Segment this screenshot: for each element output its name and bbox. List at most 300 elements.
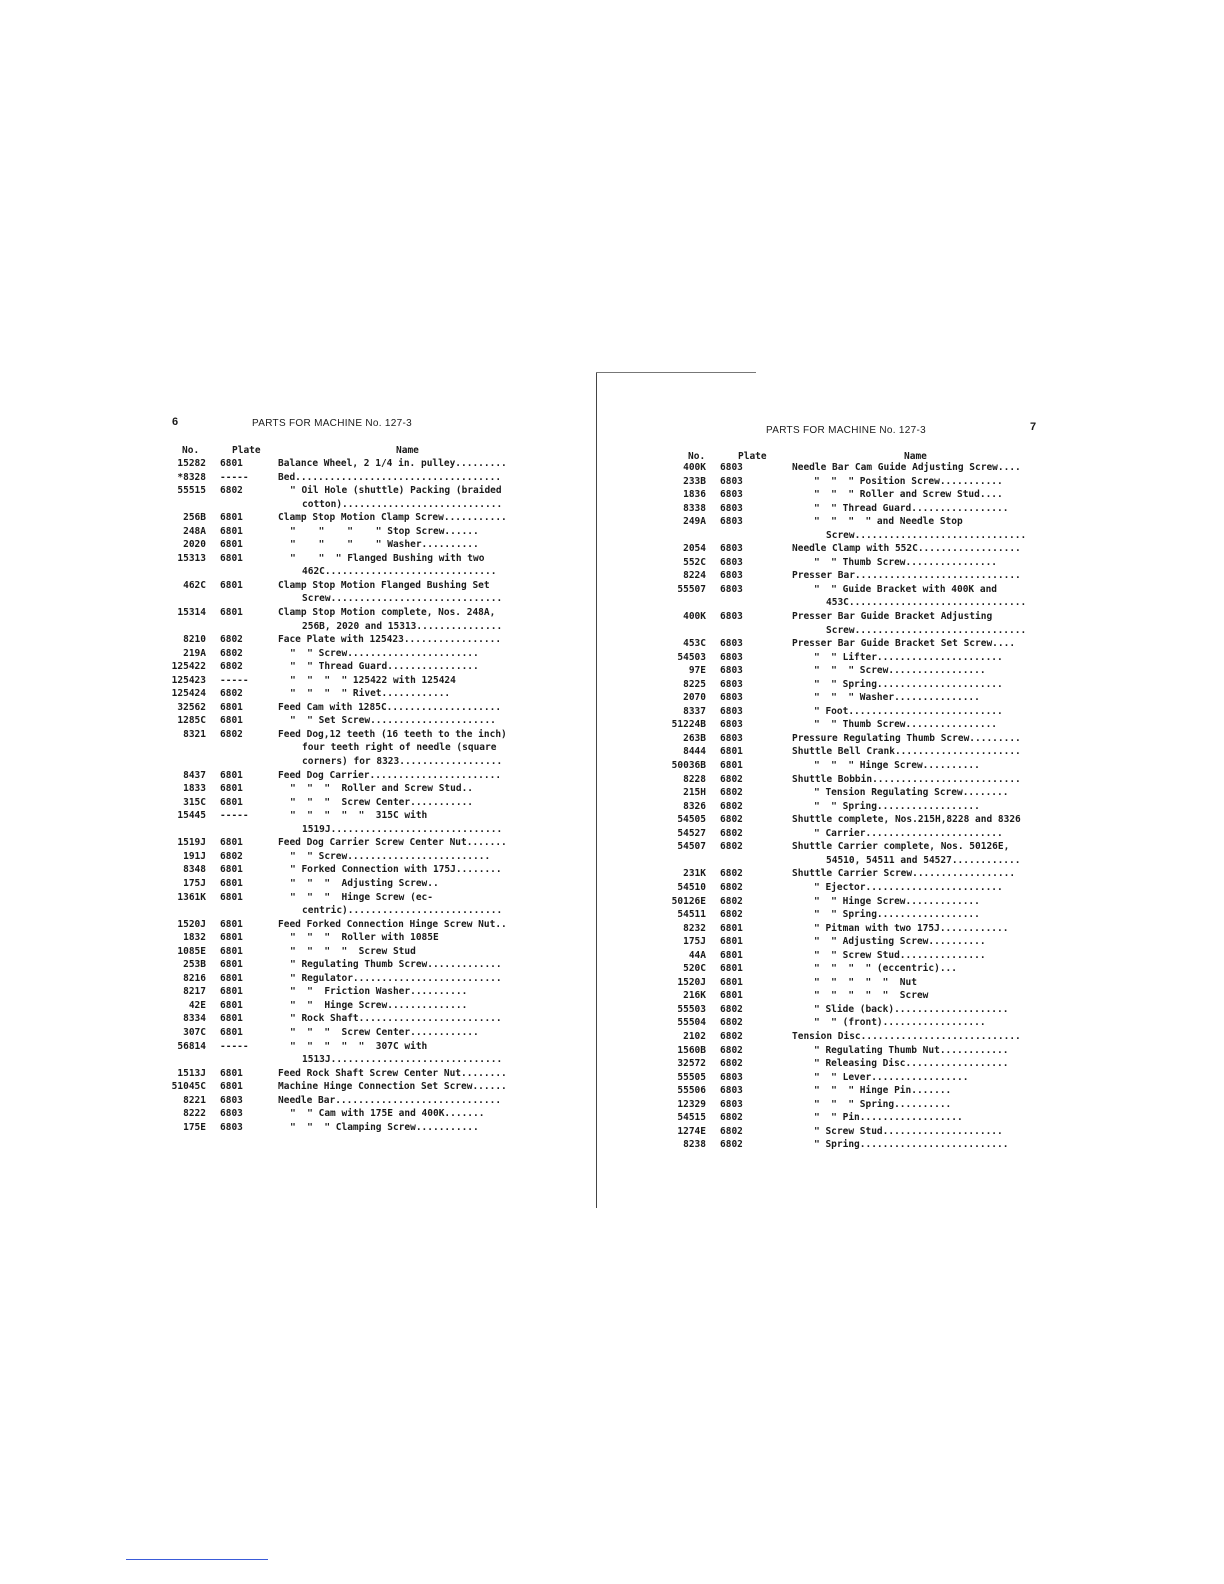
part-number: 55503	[677, 1003, 706, 1015]
plate-number: 6801	[220, 701, 243, 713]
plate-number: 6802	[220, 485, 243, 497]
part-number: *8328	[177, 471, 206, 483]
table-row	[160, 457, 540, 471]
plate-number: 6802	[220, 647, 243, 659]
table-row	[660, 745, 1050, 759]
table-row	[160, 538, 540, 552]
part-name: " " " Washer...............	[814, 692, 980, 704]
part-number: 1560B	[677, 1044, 706, 1056]
part-name: Balance Wheel, 2 1/4 in. pulley.........	[278, 458, 507, 469]
plate-number: 6803	[720, 719, 743, 731]
table-row	[160, 1067, 540, 1081]
part-number: 552C	[683, 556, 706, 568]
part-name: " " " " Screw Stud	[290, 945, 416, 957]
table-row	[160, 972, 540, 986]
part-number: 231K	[683, 868, 706, 880]
plate-number: 6802	[220, 661, 243, 673]
part-number: 1520J	[677, 976, 706, 988]
table-row	[660, 854, 1050, 868]
parts-list	[160, 457, 540, 1134]
part-name: Shuttle Carrier Screw..................	[792, 868, 1016, 880]
part-name: Feed Dog Carrier Screw Center Nut.......	[278, 837, 507, 849]
table-row	[160, 769, 540, 783]
plate-number: 6801	[220, 837, 243, 849]
bottom-rule	[126, 1559, 268, 1560]
part-number: 8224	[683, 570, 706, 582]
part-number: 8321	[183, 728, 206, 740]
plate-number: 6802	[720, 868, 743, 880]
header-no: No.	[688, 451, 706, 462]
part-name: " " Adjusting Screw..........	[814, 936, 986, 948]
table-row	[160, 728, 540, 742]
plate-number: 6802	[720, 909, 743, 921]
table-row	[660, 651, 1050, 665]
plate-number: 6801	[220, 1013, 243, 1025]
table-row	[160, 498, 540, 512]
part-name: " " Thumb Screw................	[814, 719, 998, 731]
table-row	[660, 569, 1050, 583]
part-name: " " " " 125422 with 125424	[290, 674, 456, 686]
table-row	[660, 895, 1050, 909]
part-name: " " " Screw.................	[814, 665, 986, 677]
plate-number: 6802	[720, 881, 743, 893]
part-number: 400K	[683, 462, 706, 473]
part-number: 175J	[183, 877, 206, 889]
part-name: " " " Roller and Screw Stud....	[814, 489, 1003, 501]
part-name: Feed Forked Connection Hinge Screw Nut..	[278, 918, 507, 930]
part-name: " Carrier........................	[814, 827, 1003, 839]
part-number: 1274E	[677, 1125, 706, 1137]
table-row	[160, 687, 540, 701]
table-row	[660, 989, 1050, 1003]
table-row	[160, 891, 540, 905]
part-number: 249A	[683, 516, 706, 528]
part-number: 55506	[677, 1085, 706, 1097]
part-number: 15313	[177, 552, 206, 564]
part-name: " " " " (eccentric)...	[814, 963, 957, 975]
plate-number: 6801	[220, 972, 243, 984]
part-name: Presser Bar.............................	[792, 570, 1021, 582]
table-row	[160, 1080, 540, 1094]
part-number: 32572	[677, 1058, 706, 1070]
table-row	[660, 664, 1050, 678]
table-row	[160, 552, 540, 566]
part-number: 8348	[183, 864, 206, 876]
part-name: Shuttle Bell Crank......................	[792, 746, 1021, 758]
part-name: " " Thread Guard.................	[814, 502, 1009, 514]
part-number: 2070	[683, 692, 706, 704]
plate-number: -----	[220, 1040, 249, 1052]
plate-number: 6801	[220, 945, 243, 957]
table-row	[160, 714, 540, 728]
plate-number: 6803	[720, 692, 743, 704]
part-name: Needle Clamp with 552C..................	[792, 543, 1021, 555]
part-name: 462C..............................	[302, 566, 497, 578]
plate-number: 6803	[720, 611, 743, 623]
part-name: Shuttle Bobbin..........................	[792, 773, 1021, 785]
part-name: Feed Dog,12 teeth (16 teeth to the inch)	[278, 728, 507, 740]
table-row	[160, 836, 540, 850]
plate-number: 6801	[220, 918, 243, 930]
part-number: 50036B	[671, 760, 706, 772]
part-number: 453C	[683, 638, 706, 650]
table-row	[160, 1107, 540, 1121]
plate-number: 6801	[720, 922, 743, 934]
part-number: 1285C	[177, 715, 206, 727]
part-name: " " " " " Screw	[814, 990, 929, 1002]
table-row	[660, 461, 1050, 475]
table-row	[660, 488, 1050, 502]
part-name: " " Spring..................	[814, 909, 980, 921]
part-name: " " " " " 315C with	[290, 810, 428, 822]
part-name: " Oil Hole (shuttle) Packing (braided	[290, 485, 502, 497]
part-name: " " " Hinge Screw..........	[814, 760, 980, 772]
table-row	[660, 637, 1050, 651]
part-number: 50126E	[671, 895, 706, 907]
part-number: 125423	[171, 674, 206, 686]
part-name: " " " Hinge Pin.......	[814, 1085, 952, 1097]
table-row	[160, 985, 540, 999]
table-row	[660, 542, 1050, 556]
plate-number: 6802	[720, 800, 743, 812]
plate-number: 6801	[720, 760, 743, 772]
part-name: " " " Roller with 1085E	[290, 932, 439, 944]
table-row	[660, 881, 1050, 895]
table-row	[660, 1071, 1050, 1085]
table-row	[660, 949, 1050, 963]
plate-number: 6803	[720, 543, 743, 555]
table-row	[660, 962, 1050, 976]
part-number: 44A	[688, 949, 706, 961]
table-row	[660, 475, 1050, 489]
table-row	[160, 674, 540, 688]
plate-number: -----	[220, 810, 249, 822]
table-row	[160, 647, 540, 661]
part-number: 12329	[677, 1098, 706, 1110]
part-number: 462C	[183, 579, 206, 591]
part-name: Presser Bar Guide Bracket Adjusting	[792, 611, 993, 623]
plate-number: 6803	[220, 1108, 243, 1120]
part-number: 233B	[683, 475, 706, 487]
plate-number: 6801	[220, 715, 243, 727]
part-number: 125424	[171, 688, 206, 700]
part-number: 15282	[177, 458, 206, 469]
table-row	[660, 1111, 1050, 1125]
part-name: " Regulating Thumb Screw.............	[290, 959, 502, 971]
header-name: Name	[904, 451, 927, 462]
table-row	[660, 813, 1050, 827]
table-header	[160, 445, 540, 457]
part-number: 8216	[183, 972, 206, 984]
table-row	[660, 867, 1050, 881]
part-name: four teeth right of needle (square	[302, 742, 497, 754]
plate-number: 6801	[220, 512, 243, 524]
part-number: 191J	[183, 850, 206, 862]
part-name: Needle Bar.............................	[278, 1094, 502, 1106]
table-row	[160, 1026, 540, 1040]
plate-number: 6802	[720, 1058, 743, 1070]
part-name: " " " " and Needle Stop	[814, 516, 963, 528]
plate-number: 6801	[220, 458, 243, 469]
part-number: 15314	[177, 607, 206, 619]
plate-number: 6801	[720, 963, 743, 975]
part-name: " Releasing Disc..................	[814, 1058, 1009, 1070]
part-name: " " Set Screw......................	[290, 715, 496, 727]
table-row	[160, 565, 540, 579]
table-row	[160, 471, 540, 485]
part-number: 1085E	[177, 945, 206, 957]
part-name: " " Thumb Screw................	[814, 556, 998, 568]
part-number: 8334	[183, 1013, 206, 1025]
table-row	[660, 502, 1050, 516]
part-name: Screw..............................	[302, 593, 503, 605]
part-name: corners) for 8323..................	[302, 756, 503, 768]
table-row	[660, 1125, 1050, 1139]
header-name: Name	[396, 445, 419, 456]
part-name: Needle Bar Cam Guide Adjusting Screw....	[792, 462, 1021, 473]
plate-number: 6802	[720, 1030, 743, 1042]
table-row	[660, 840, 1050, 854]
plate-number: 6802	[720, 787, 743, 799]
plate-number: 6801	[220, 959, 243, 971]
plate-number: 6803	[720, 1071, 743, 1083]
part-name: " Spring..........................	[814, 1139, 1009, 1151]
table-row	[660, 515, 1050, 529]
part-number: 8238	[683, 1139, 706, 1151]
plate-number: 6803	[220, 1121, 243, 1133]
table-row	[660, 1084, 1050, 1098]
part-name: " " Thread Guard................	[290, 661, 479, 673]
table-row	[160, 999, 540, 1013]
part-number: 54507	[677, 841, 706, 853]
part-number: 8326	[683, 800, 706, 812]
part-number: 55504	[677, 1017, 706, 1029]
part-name: 453C...............................	[826, 597, 1027, 609]
table-row	[660, 1138, 1050, 1152]
plate-number: 6803	[720, 651, 743, 663]
table-row	[160, 850, 540, 864]
part-number: 175E	[183, 1121, 206, 1133]
table-row	[160, 945, 540, 959]
part-number: 8217	[183, 986, 206, 998]
part-number: 8437	[183, 769, 206, 781]
plate-number: 6801	[220, 864, 243, 876]
part-name: " " Lifter......................	[814, 651, 1003, 663]
table-row	[160, 809, 540, 823]
table-row	[160, 592, 540, 606]
table-row	[160, 796, 540, 810]
plate-number: 6802	[720, 841, 743, 853]
plate-number: 6802	[720, 895, 743, 907]
table-row	[160, 823, 540, 837]
table-row	[660, 922, 1050, 936]
part-name: Feed Dog Carrier.......................	[278, 769, 502, 781]
plate-number: 6802	[720, 773, 743, 785]
part-number: 1513J	[177, 1067, 206, 1079]
table-row	[660, 1030, 1050, 1044]
plate-number: 6801	[720, 936, 743, 948]
plate-number: 6801	[220, 525, 243, 537]
part-name: " " Screw.........................	[290, 850, 491, 862]
part-name: Tension Disc............................	[792, 1030, 1021, 1042]
part-number: 15445	[177, 810, 206, 822]
part-name: " " Lever.................	[814, 1071, 969, 1083]
part-name: " " " Screw Center...........	[290, 796, 474, 808]
part-name: cotton)............................	[302, 498, 503, 510]
part-number: 54510	[677, 881, 706, 893]
plate-number: 6801	[220, 891, 243, 903]
part-name: " " Friction Washer..........	[290, 986, 468, 998]
part-name: " Foot...........................	[814, 705, 1003, 717]
table-row	[160, 741, 540, 755]
part-number: 8444	[683, 746, 706, 758]
table-row	[160, 701, 540, 715]
plate-number: 6801	[220, 783, 243, 795]
table-row	[160, 606, 540, 620]
page-spine	[596, 372, 597, 1208]
plate-number: 6802	[220, 688, 243, 700]
part-name: Presser Bar Guide Bracket Set Screw....	[792, 638, 1016, 650]
table-row	[660, 759, 1050, 773]
table-row	[660, 935, 1050, 949]
table-row	[660, 732, 1050, 746]
part-name: " " Cam with 175E and 400K.......	[290, 1108, 485, 1120]
part-number: 315C	[183, 796, 206, 808]
part-name: " Slide (back)....................	[814, 1003, 1009, 1015]
part-name: 1513J..............................	[302, 1054, 503, 1066]
table-row	[160, 863, 540, 877]
part-name: " Regulating Thumb Nut............	[814, 1044, 1009, 1056]
part-name: " " " " Stop Screw......	[290, 525, 479, 537]
part-name: " " " " " Nut	[814, 976, 917, 988]
part-number: 51224B	[671, 719, 706, 731]
plate-number: 6801	[220, 999, 243, 1011]
part-name: " Forked Connection with 175J........	[290, 864, 502, 876]
part-number: 1361K	[177, 891, 206, 903]
part-name: " " Hinge Screw..............	[290, 999, 468, 1011]
part-name: " " " " Washer..........	[290, 539, 479, 551]
part-number: 8225	[683, 678, 706, 690]
part-name: " " Spring..................	[814, 800, 980, 812]
part-number: 2102	[683, 1030, 706, 1042]
table-row	[160, 620, 540, 634]
part-number: 253B	[183, 959, 206, 971]
table-row	[660, 908, 1050, 922]
plate-number: 6801	[220, 1081, 243, 1093]
table-row	[160, 525, 540, 539]
part-name: " " " Roller and Screw Stud..	[290, 783, 474, 795]
part-name: " " Hinge Screw.............	[814, 895, 980, 907]
plate-number: 6801	[220, 796, 243, 808]
table-row	[660, 624, 1050, 638]
table-row	[660, 1044, 1050, 1058]
header-plate: Plate	[232, 445, 261, 456]
table-row	[160, 579, 540, 593]
part-name: Feed Rock Shaft Screw Center Nut........	[278, 1067, 507, 1079]
part-name: " " " Spring..........	[814, 1098, 952, 1110]
part-number: 54503	[677, 651, 706, 663]
part-name: " Tension Regulating Screw........	[814, 787, 1009, 799]
part-number: 8232	[683, 922, 706, 934]
part-name: 54510, 54511 and 54527............	[826, 854, 1021, 866]
part-number: 219A	[183, 647, 206, 659]
plate-number: 6801	[720, 990, 743, 1002]
plate-number: 6802	[720, 1139, 743, 1151]
part-name: " Screw Stud.....................	[814, 1125, 1003, 1137]
table-row	[160, 1040, 540, 1054]
part-number: 8228	[683, 773, 706, 785]
table-row	[160, 660, 540, 674]
table-row	[660, 529, 1050, 543]
part-number: 125422	[171, 661, 206, 673]
parts-list	[660, 461, 1050, 1152]
table-row	[660, 827, 1050, 841]
plate-number: 6803	[720, 1098, 743, 1110]
plate-number: 6803	[720, 665, 743, 677]
plate-number: 6802	[720, 1125, 743, 1137]
plate-number: 6803	[720, 556, 743, 568]
part-name: Face Plate with 125423.................	[278, 634, 502, 646]
part-number: 8210	[183, 634, 206, 646]
plate-number: 6803	[720, 705, 743, 717]
table-row	[160, 633, 540, 647]
table-row	[160, 958, 540, 972]
table-row	[160, 931, 540, 945]
table-row	[160, 755, 540, 769]
plate-number: 6802	[720, 1003, 743, 1015]
table-row	[160, 877, 540, 891]
plate-number: 6801	[220, 932, 243, 944]
part-number: 1833	[183, 783, 206, 795]
part-number: 216K	[683, 990, 706, 1002]
part-number: 32562	[177, 701, 206, 713]
plate-number: 6802	[220, 850, 243, 862]
plate-number: 6801	[220, 552, 243, 564]
part-number: 1520J	[177, 918, 206, 930]
table-row	[160, 1012, 540, 1026]
part-name: " " Spring......................	[814, 678, 1003, 690]
plate-number: 6802	[720, 827, 743, 839]
part-number: 8221	[183, 1094, 206, 1106]
page-top-edge	[596, 372, 756, 373]
table-row	[660, 596, 1050, 610]
part-name: 256B, 2020 and 15313...............	[302, 620, 503, 632]
table-row	[160, 782, 540, 796]
part-name: Shuttle complete, Nos.215H,8228 and 8326	[792, 814, 1021, 826]
plate-number: 6803	[720, 489, 743, 501]
plate-number: 6803	[720, 516, 743, 528]
table-row	[660, 1057, 1050, 1071]
table-row	[660, 691, 1050, 705]
part-number: 520C	[683, 963, 706, 975]
table-row	[160, 511, 540, 525]
plate-number: 6801	[220, 579, 243, 591]
part-name: " " " Hinge Screw (ec-	[290, 891, 433, 903]
part-number: 1519J	[177, 837, 206, 849]
part-number: 215H	[683, 787, 706, 799]
plate-number: 6803	[720, 638, 743, 650]
table-row	[660, 1003, 1050, 1017]
plate-number: 6801	[220, 986, 243, 998]
table-row	[660, 556, 1050, 570]
plate-number: 6803	[720, 583, 743, 595]
part-number: 2054	[683, 543, 706, 555]
plate-number: 6803	[720, 462, 743, 473]
part-name: Feed Cam with 1285C....................	[278, 701, 502, 713]
part-name: " " " " " 307C with	[290, 1040, 428, 1052]
plate-number: 6801	[220, 539, 243, 551]
part-name: " Rock Shaft.........................	[290, 1013, 502, 1025]
